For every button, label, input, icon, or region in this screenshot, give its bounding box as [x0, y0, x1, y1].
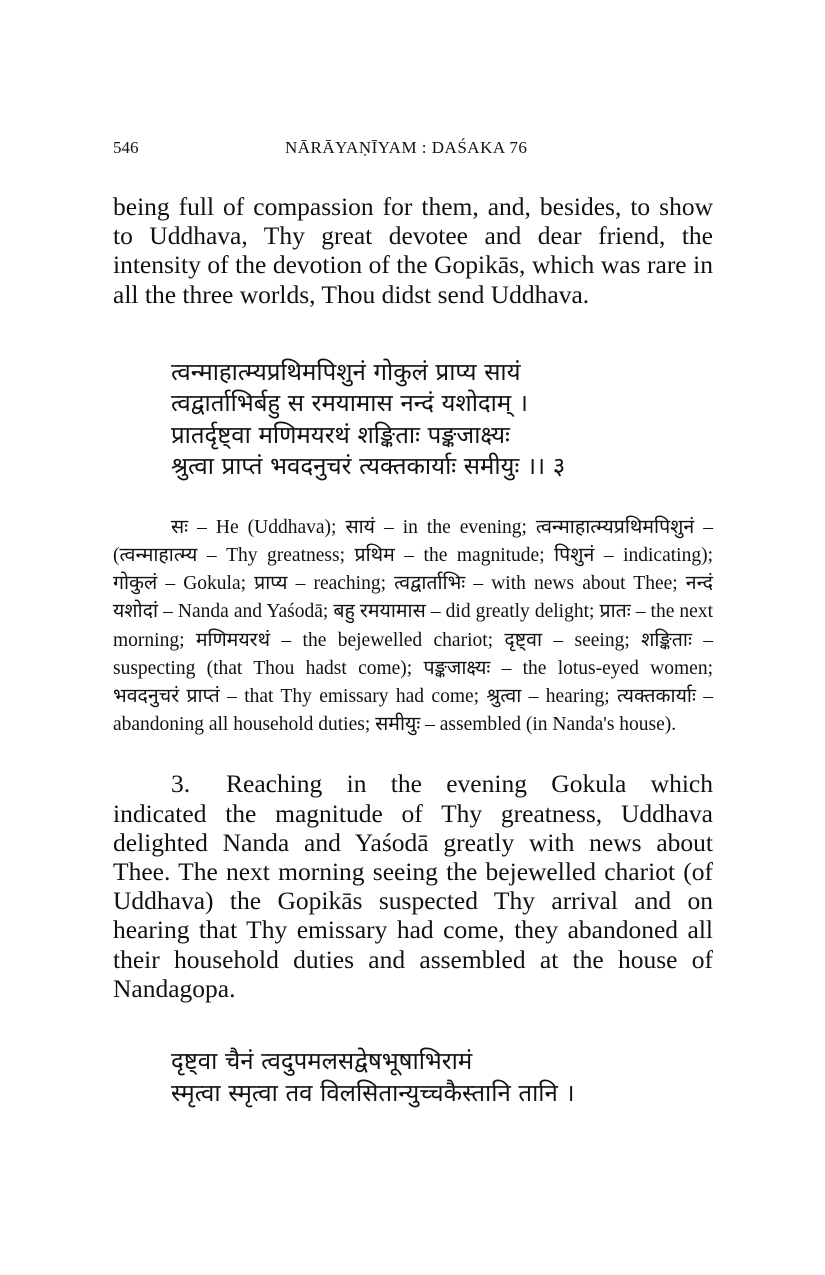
translation-paragraph — [113, 769, 713, 1003]
intro-paragraph: being full of compassion for them, and, besides, to show to Uddhava, Thy great devotee and dear friend, the intensity of the devotion of the Gopikās, which was rare in all the three worlds, Thou didst send Uddhava. — [113, 192, 713, 309]
translation-text: Reaching in the evening Gokula which indicated the magnitude of Thy greatness, Uddhava delighted Nanda and Yaśodā greatly with news about Thee. The next morning seeing the bejewelled chariot (of Uddhava) the Gopikās suspected Thy arrival and on hearing that Thy emissary had come, they abandoned all their household duties and assembled at the house of Nandagopa. — [113, 769, 713, 1003]
verse-line: दृष्ट्वा चैनं त्वदुपमलसद्वेषभूषाभिरामं — [171, 1047, 473, 1076]
sanskrit-verse-4 — [113, 1046, 713, 1109]
header-title: NĀRĀYAṆĪYAM : DAŚAKA 76 — [285, 138, 528, 157]
word-meanings: सः – He (Uddhava); सायं – in the evening; त्वन्माहात्म्यप्रथिमपिशुनं – (त्वन्माहात्म्य – Thy greatness; प्रथिम – the magnitude; पिशुनं – indicating); गोकुलं – Gokula; प्राप्य – reaching; त्वद्वार्ताभिः – with news about Thee; नन्दं यशोदां – Nanda and Yaśodā; बहु रमयामास – did greatly delight; प्रातः – the next morning; मणिमयरथं – the bejewelled chariot; दृष्ट्वा – seeing; शङ्किताः – suspecting (that Thou hadst come); पङ्कजाक्ष्यः – the lotus-eyed women; भवदनुचरं प्राप्तं – that Thy emissary had come; श्रुत्वा – hearing; त्यक्तकार्याः – abandoning all household duties; समीयुः – assembled (in Nanda's house). — [113, 516, 713, 736]
verse-line: त्वन्माहात्म्यप्रथिमपिशुनं गोकुलं प्राप्य सायं — [171, 357, 521, 386]
verse-line: श्रुत्वा प्राप्तं भवदनुचरं त्यक्तकार्याः समीयुः ।। ३ — [171, 452, 566, 481]
verse-number: 3. — [171, 769, 191, 799]
verse-line: त्वद्वार्ताभिर्बहु स रमयामास नन्दं यशोदाम् । — [171, 389, 528, 418]
page-number: 546 — [113, 138, 139, 157]
verse-line: स्मृत्वा स्मृत्वा तव विलसितान्युच्चकैस्तानि तानि । — [171, 1078, 575, 1107]
running-header — [113, 138, 713, 164]
verse-line: प्रातर्दृष्ट्वा मणिमयरथं शङ्किताः पङ्कजाक्ष्यः — [171, 420, 510, 449]
sanskrit-verse-3 — [113, 357, 713, 483]
book-page — [113, 138, 713, 1109]
